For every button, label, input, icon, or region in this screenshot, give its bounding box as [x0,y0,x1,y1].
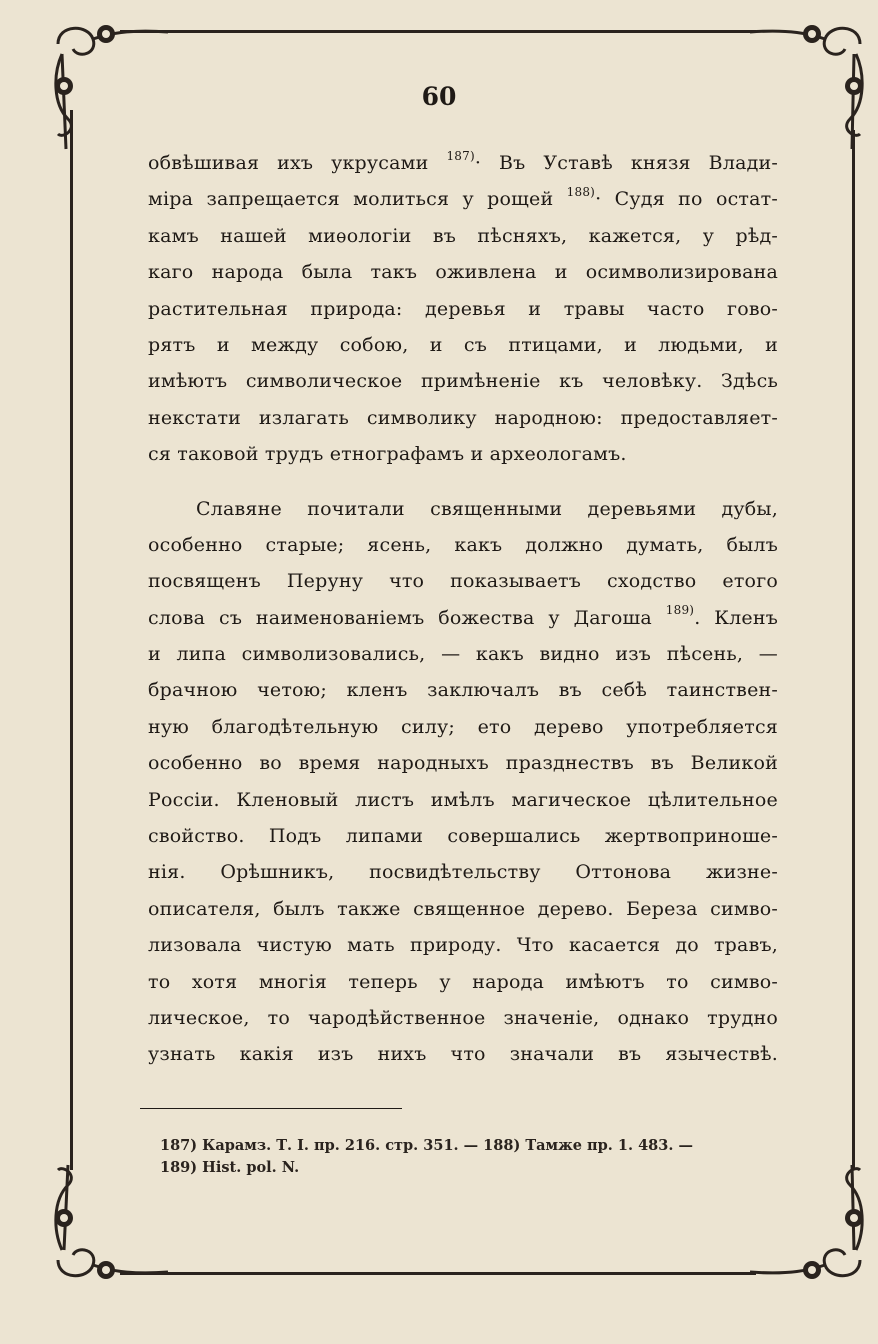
text-line: міра запрещается молиться у рощей $^{188)}$· Судя по остат- [148,185,779,211]
text-line: лическое, то чародѣйственное значеніе, однако трудно [148,1006,778,1029]
text-line: обвѣшивая ихъ укрусами $^{187)}$· Въ Уставѣ князя Влади- [148,148,778,174]
frame-top-rule [120,30,756,33]
text-line: то хотя многія теперь у народа имѣютъ то симво- [148,970,778,993]
text-line: нія. Орѣшникъ, посвидѣтельству Оттонова жизне- [148,861,778,884]
footnote-line: 189) Hist. pol. N. [160,1159,300,1176]
text-line: особенно старые; ясень, какъ должно думать, былъ [148,533,778,556]
text-line: и липа символизовались, — какъ видно изъ пѣсень, — [148,643,778,666]
text-line: лизовала чистую мать природу. Что касается до травъ, [148,934,778,957]
footnote-rule [140,1108,402,1109]
text-line: ную благодѣтельную силу; ето дерево употребляется [148,715,778,738]
footnotes [160,1135,775,1179]
text-line: описателя, былъ также священное дерево. Береза симво- [148,897,778,920]
corner-ornament-bottom-right-icon [746,1160,870,1290]
frame-bottom-rule [120,1272,756,1275]
text-line: брачною четою; кленъ заключалъ въ себѣ таинствен- [148,679,778,702]
text-line: растительная природа: деревья и травы часто гово- [148,297,778,320]
text-line: особенно во время народныхъ празднествъ въ Великой [148,752,778,775]
footnote-line: 187) Карамз. Т. I. пр. 216. стр. 351. — 188) Тамже пр. 1. 483. — [160,1137,693,1154]
text-line: узнать какія изъ нихъ что значали въ язычествѣ. [148,1043,778,1066]
paragraph-2 [148,491,778,1073]
frame-right-rule [852,130,855,1170]
page-number: 60 [421,82,457,111]
text-line: рятъ и между собою, и съ птицами, и людьми, и [148,333,778,356]
corner-ornament-bottom-left-icon [48,1160,172,1290]
text-line: слова съ наименованіемъ божества у Дагоша $^{189)}$. Кленъ [148,603,779,629]
frame-left-rule [70,110,73,1170]
text-line: Россіи. Кленовый листъ имѣлъ магическое цѣлительное [148,788,778,811]
text-line: некстати излагать символику народною: предоставляет- [148,406,778,429]
text-line: каго народа была такъ оживлена и осимволизирована [148,261,778,284]
paragraph-1 [148,145,778,473]
body-text [148,145,778,1073]
text-line: свойство. Подъ липами совершались жертвоприноше- [148,825,778,848]
text-line: камъ нашей миѳологіи въ пѣсняхъ, кажется, у рѣд- [148,224,778,247]
text-line: посвященъ Перуну что показываетъ сходство етого [148,570,778,593]
text-line: ся таковой трудъ етнографамъ и археологамъ. [148,443,627,466]
text-line: имѣютъ символическое примѣненіе къ человѣку. Здѣсь [148,370,778,393]
text-line: Славяне почитали священными деревьями дубы, [196,497,778,520]
